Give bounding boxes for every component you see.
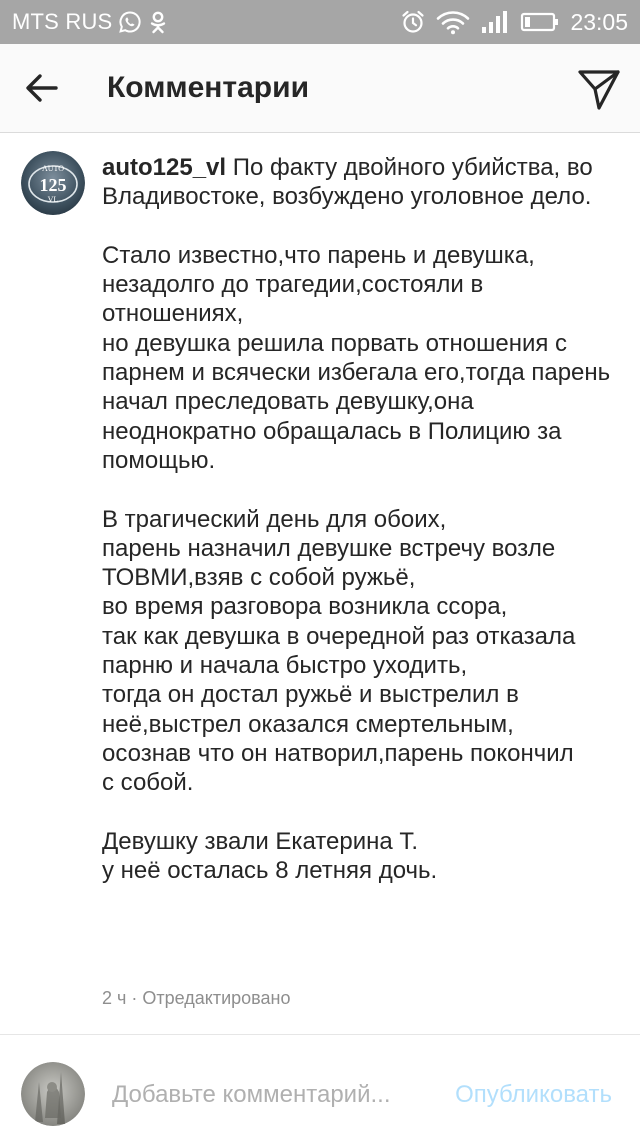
share-button[interactable] [576,66,622,112]
publish-button[interactable]: Опубликовать [455,1081,612,1108]
status-time: 23:05 [570,8,628,35]
auto125-logo [21,151,85,215]
svg-text:125: 125 [39,175,67,195]
status-left [12,0,168,44]
user-photo [21,1062,85,1126]
comment-meta: 2 ч · Отредактировано [102,988,291,1008]
whatsapp-icon [118,10,142,34]
battery-icon [520,10,560,34]
user-avatar [21,1062,85,1126]
carrier-name: MTS RUS [12,9,113,34]
header [0,44,640,133]
comment-username[interactable]: auto125_vl [102,154,227,181]
comment-composer [0,1035,640,1138]
signal-icon [480,9,510,35]
comment-body [102,153,612,885]
paper-plane-icon [576,66,622,112]
svg-text:VL: VL [47,195,59,204]
avatar[interactable] [21,151,85,215]
alarm-icon [400,9,426,35]
wifi-icon [436,9,470,35]
svg-text:AUTO: AUTO [41,164,65,173]
odnoklassniki-icon [148,10,168,34]
status-bar [0,0,640,44]
status-right [400,0,628,44]
comment-text: По факту двойного убийства, во Владивостоке, возбуждено уголовное дело. Стало известно,что парень и девушка, незадолго до трагедии,состояли в отношениях, но девушка решила порвать отношения с парнем и всячески избегала его,тогда парень начал преследовать девушку,она неоднократно обращалась в Полицию за помощью. В трагический день для обоих, парень назначил девушке встречу возле ТОВМИ,взяв с собой ружьё, во время разговора возникла ссора, так как девушка в очередной раз отказала парню и начала быстро уходить, тогда он достал ружьё и выстрелил в неё,выстрел оказался смертельным, осознав что он натворил,парень покончил с собой. Девушку звали Екатерина Т. у неё осталась 8 летняя дочь. [102,154,611,885]
comment-input[interactable] [112,1077,422,1113]
back-button[interactable] [20,66,64,110]
arrow-left-icon [20,66,64,110]
page-title: Комментарии [107,71,310,104]
